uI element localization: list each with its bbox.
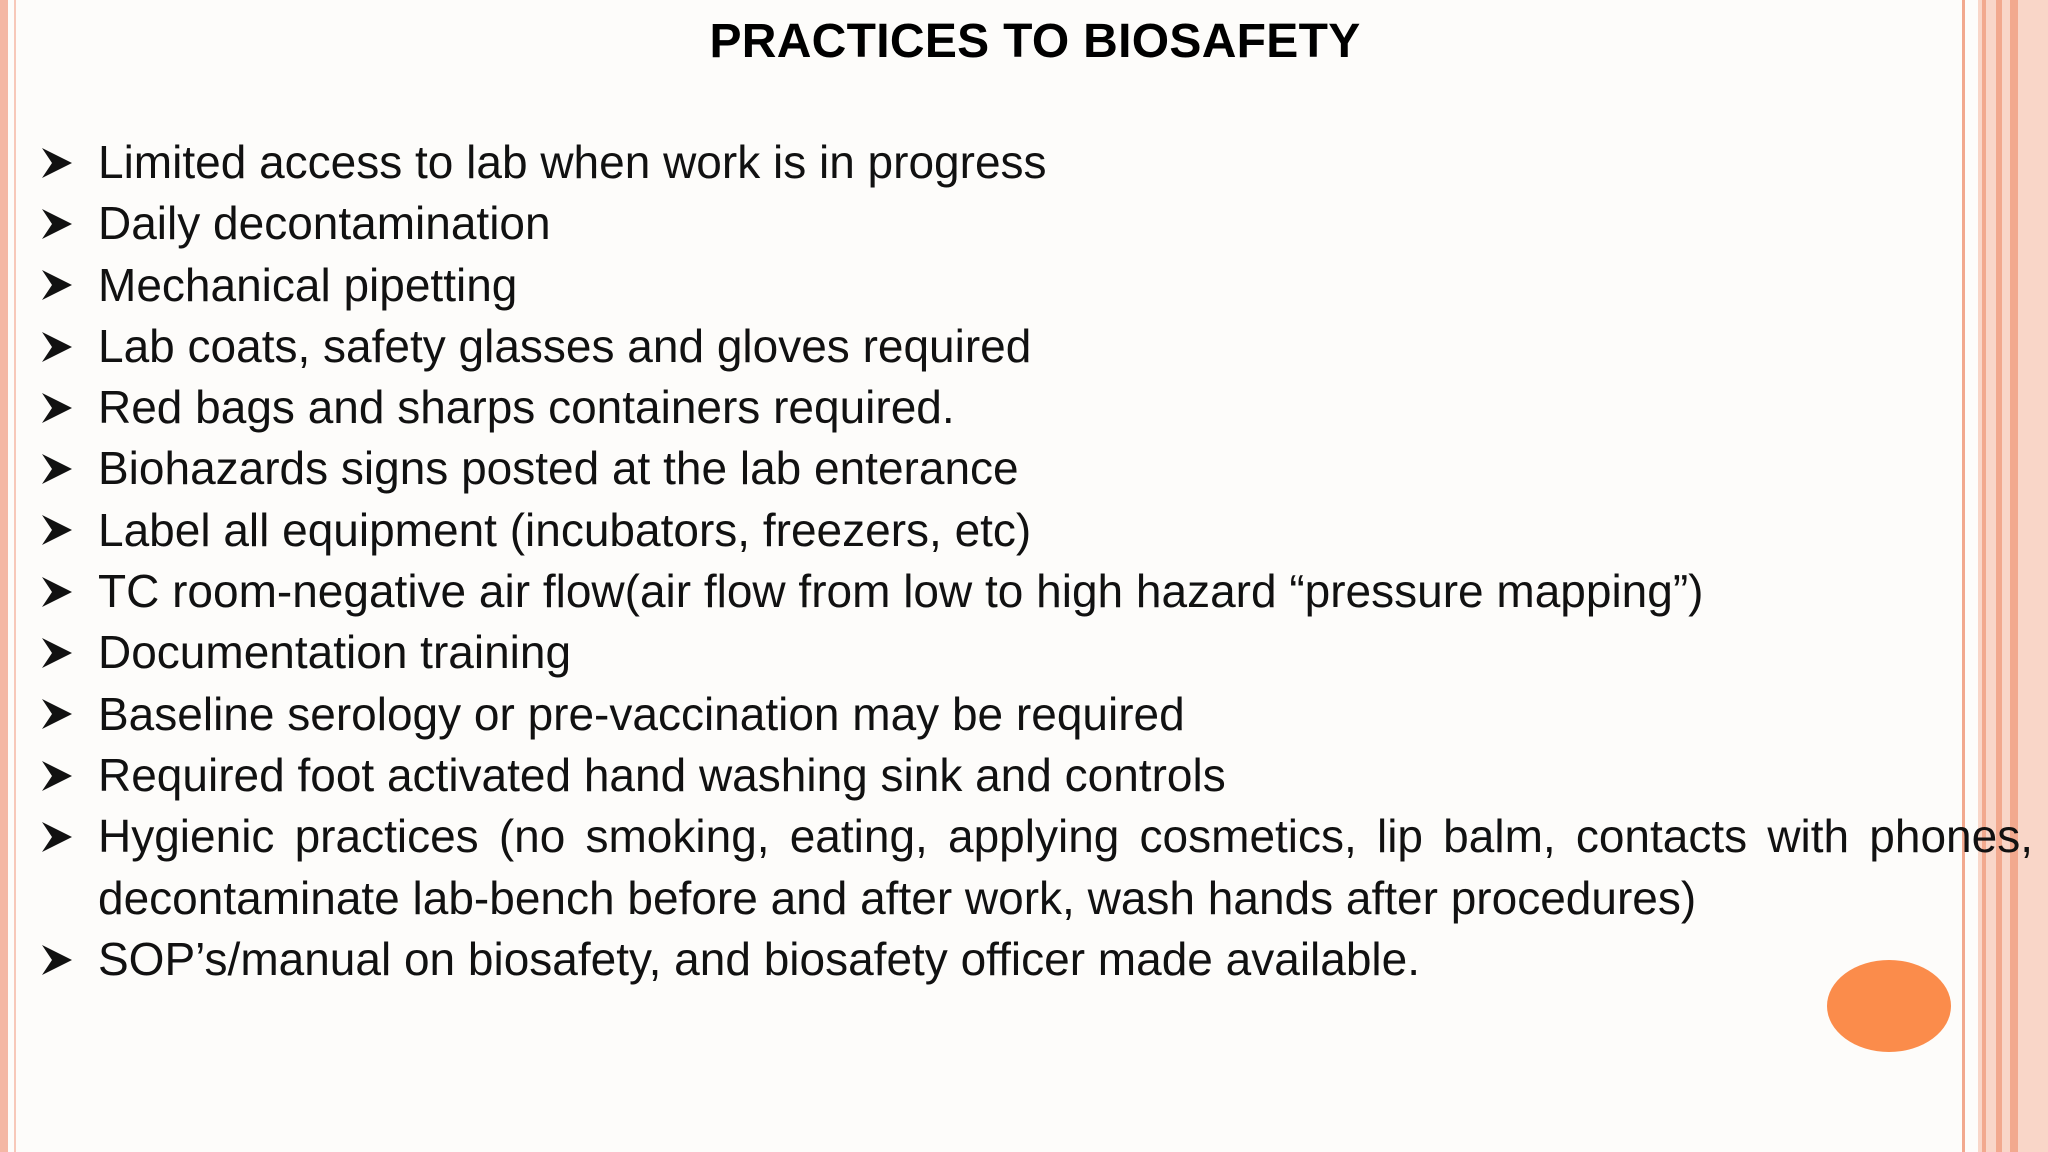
arrowhead-bullet-icon [40, 377, 98, 438]
list-item [40, 377, 2033, 438]
list-item [40, 316, 2033, 377]
list-item-text: Red bags and sharps containers required. [98, 381, 955, 434]
arrowhead-bullet-icon [40, 500, 98, 561]
list-item-text: Required foot activated hand washing sink and controls [98, 748, 1226, 801]
list-item-text: Biohazards signs posted at the lab enterance [98, 442, 1019, 495]
list-item [40, 745, 2033, 806]
list-item [40, 132, 2033, 193]
arrowhead-bullet-icon [40, 929, 98, 990]
list-item-text: SOP’s/manual on biosafety, and biosafety officer made available. [98, 932, 1421, 985]
bullet-list [40, 132, 2033, 990]
list-item [40, 561, 2033, 622]
list-item-text: Baseline serology or pre-vaccination may be required [98, 687, 1185, 740]
slide-title: PRACTICES TO BIOSAFETY [709, 15, 1361, 68]
list-item-text: Limited access to lab when work is in progress [98, 136, 1047, 188]
arrowhead-bullet-icon [40, 438, 98, 499]
arrowhead-bullet-icon [40, 132, 98, 193]
list-item-text: Mechanical pipetting [98, 258, 518, 311]
list-item [40, 622, 2033, 683]
list-item-text: Lab coats, safety glasses and gloves required [98, 319, 1032, 372]
orange-circle-decoration [1827, 960, 1951, 1052]
arrowhead-bullet-icon [40, 684, 98, 745]
arrowhead-bullet-icon [40, 622, 98, 683]
list-item-text: TC room-negative air flow(air flow from low to high hazard “pressure mapping”) [98, 565, 1704, 618]
left-border-stripe [0, 0, 8, 1152]
list-item-text: Label all equipment (incubators, freezers, etc) [98, 503, 1032, 556]
list-item [40, 929, 2033, 990]
arrowhead-bullet-icon [40, 316, 98, 377]
arrowhead-bullet-icon [40, 255, 98, 316]
arrowhead-bullet-icon [40, 193, 98, 254]
list-item-text: Hygienic practices (no smoking, eating, applying cosmetics, lip balm, contacts with phones, decontaminate lab-bench before and after work, wash hands after procedures) [98, 810, 2033, 924]
list-item [40, 500, 2033, 561]
list-item-text: Daily decontamination [98, 197, 551, 250]
arrowhead-bullet-icon [40, 561, 98, 622]
list-item [40, 806, 2033, 929]
list-item [40, 684, 2033, 745]
arrowhead-bullet-icon [40, 806, 98, 867]
list-item [40, 193, 2033, 254]
list-item-text: Documentation training [98, 626, 572, 679]
list-item [40, 438, 2033, 499]
left-border-line [14, 0, 16, 1152]
arrowhead-bullet-icon [40, 745, 98, 806]
list-item [40, 255, 2033, 316]
